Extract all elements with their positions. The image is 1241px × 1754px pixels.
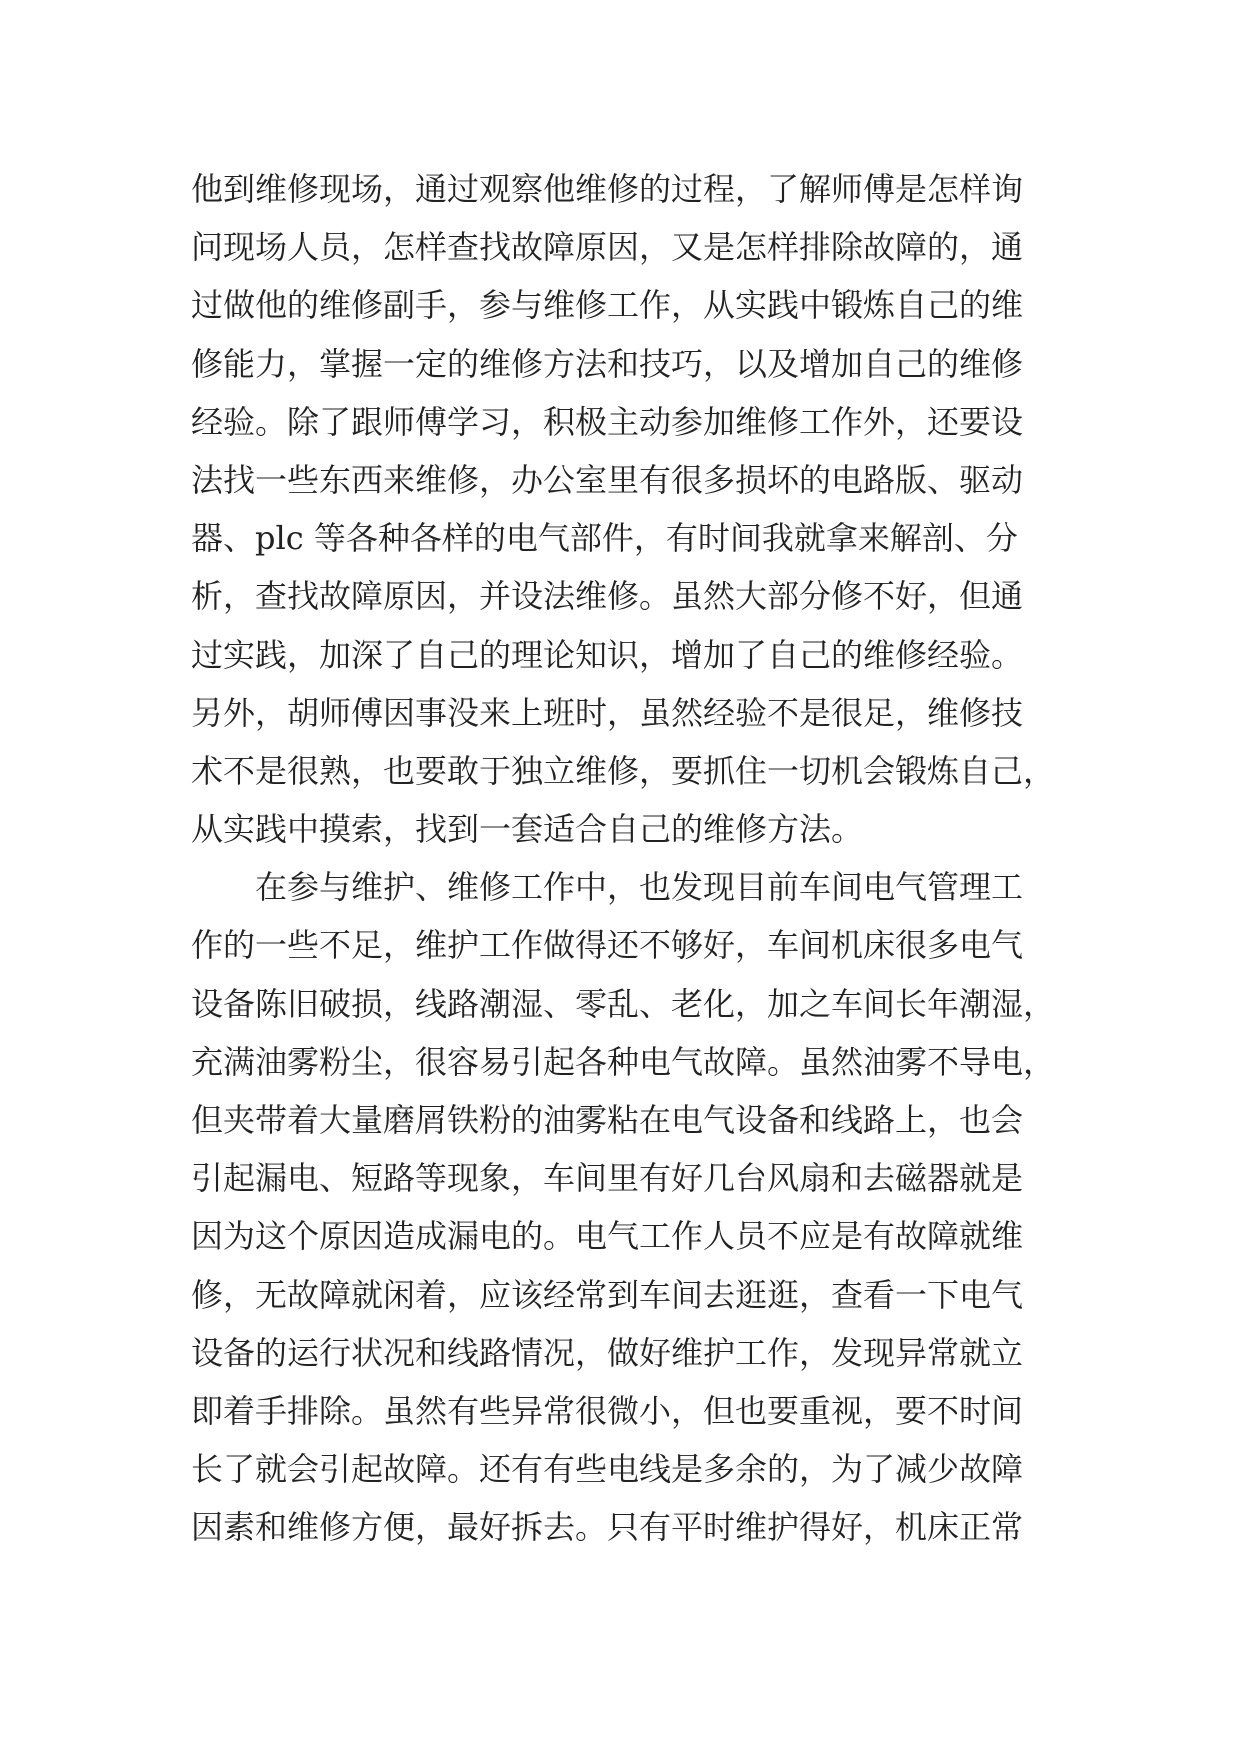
text-line: 他到维修现场，通过观察他维修的过程，了解师傅是怎样询 xyxy=(191,170,1024,208)
text-line: 即着手排除。虽然有些异常很微小，但也要重视，要不时间 xyxy=(191,1391,1024,1430)
text-line: 经验。除了跟师傅学习，积极主动参加维修工作外，还要设 xyxy=(191,402,1024,441)
text-line: 设备的运行状况和线路情况，做好维护工作，发现异常就立 xyxy=(191,1333,1024,1372)
text-line: 引起漏电、短路等现象，车间里有好几台风扇和去磁器就是 xyxy=(191,1159,1024,1198)
text-line: 法找一些东西来维修，办公室里有很多损坏的电路版、驱动 xyxy=(191,460,1024,499)
text-line: 过做他的维修副手，参与维修工作，从实践中锻炼自己的维 xyxy=(191,286,1024,325)
text-line: 长了就会引起故障。还有有些电线是多余的，为了减少故障 xyxy=(191,1450,1024,1489)
text-line: 另外，胡师傅因事没来上班时，虽然经验不是很足，维修技 xyxy=(191,693,1024,732)
text-line: 修，无故障就闲着，应该经常到车间去逛逛，查看一下电气 xyxy=(191,1275,1024,1314)
text-line: 充满油雾粉尘，很容易引起各种电气故障。虽然油雾不导电， xyxy=(191,1042,1056,1081)
text-line: 因素和维修方便，最好拆去。只有平时维护得好，机床正常 xyxy=(191,1508,1024,1547)
text-line: 从实践中摸索，找到一套适合自己的维修方法。 xyxy=(191,810,864,849)
text-line: 修能力，掌握一定的维修方法和技巧，以及增加自己的维修 xyxy=(191,344,1024,383)
text-line: 术不是很熟，也要敢于独立维修，要抓住一切机会锻炼自己， xyxy=(191,751,1056,790)
paragraph-start-line: 在参与维护、维修工作中，也发现目前车间电气管理工 xyxy=(255,868,1024,907)
text-line: 问现场人员，怎样查找故障原因，又是怎样排除故障的，通 xyxy=(191,228,1024,267)
body-text xyxy=(191,160,1071,1557)
text-line: 但夹带着大量磨屑铁粉的油雾粘在电气设备和线路上，也会 xyxy=(191,1101,1024,1139)
text-line: 设备陈旧破损，线路潮湿、零乱、老化，加之车间长年潮湿， xyxy=(191,984,1056,1023)
text-line: 器、plc 等各种各样的电气部件，有时间我就拿来解剖、分 xyxy=(191,519,1018,558)
text-line: 因为这个原因造成漏电的。电气工作人员不应是有故障就维 xyxy=(191,1217,1024,1256)
text-line: 作的一些不足，维护工作做得还不够好，车间机床很多电气 xyxy=(191,926,1024,965)
text-line: 析，查找故障原因，并设法维修。虽然大部分修不好，但通 xyxy=(191,577,1024,616)
text-line: 过实践，加深了自己的理论知识，增加了自己的维修经验。 xyxy=(191,635,1024,674)
